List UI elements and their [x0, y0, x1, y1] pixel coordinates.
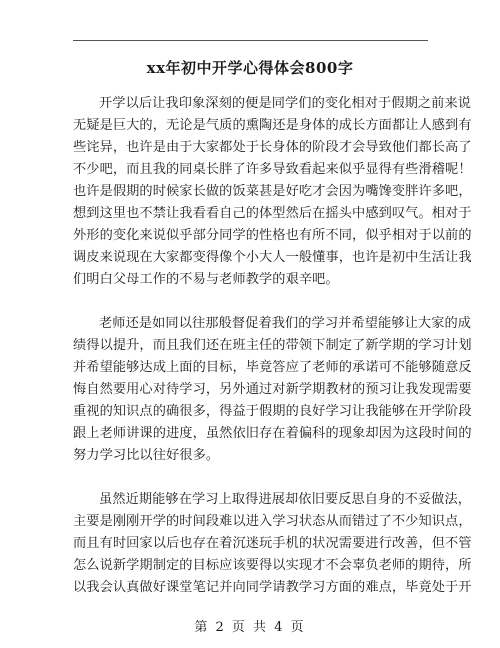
paragraph-2-line-3: 并希望能够达成上面的目标，毕竟答应了老师的承诺可不能够随意反: [73, 360, 472, 375]
paragraph-gap: [73, 291, 428, 313]
paragraph-2-line-2: 绩得以提升，而且我们还在班主任的带领下制定了新学期的学习计划: [73, 338, 472, 353]
paragraph-2-line-6: 跟上老师讲课的进度，虽然依旧存在着偏科的现象却因为这段时间的: [73, 426, 472, 441]
paragraph-1-line-9: 们明白父母工作的不易与老师教学的艰辛吧。: [73, 272, 339, 287]
document-body: [73, 93, 472, 599]
paragraph-3-line-3: 而且有时回家以后也存在着沉迷玩手机的状况需要进行改善，但不管: [73, 536, 472, 551]
paragraph-1-line-3: 些诧异，也许是由于大家都处于长身体的阶段才会导致他们都长高了: [73, 140, 472, 155]
paragraph-3-line-5: 以我会认真做好课堂笔记并向同学请教学习方面的难点，毕竟处于开: [73, 580, 472, 595]
paragraph-1-line-5: 也许是假期的时候家长做的饭菜甚是好吃才会因为嘴馋变胖许多吧，: [73, 184, 472, 199]
header-rule: [73, 40, 428, 41]
paragraph-1-line-8: 调皮来说现在大家都变得像个小大人一般懂事，也许是初中生活让我: [73, 250, 472, 265]
paragraph-1-line-2: 无疑是巨大的，无论是气质的熏陶还是身体的成长方面都让人感到有: [73, 118, 472, 133]
document-title: xx年初中开学心得体会800字: [146, 59, 354, 77]
paragraph-3-line-2: 主要是刚刚开学的时间段难以进入学习状态从而错过了不少知识点，: [73, 514, 472, 529]
paragraph-3-line-1: 虽然近期能够在学习上取得进展却依旧要反思自身的不妥做法，: [99, 492, 472, 507]
paragraph-2-line-1: 老师还是如同以往那般督促着我们的学习并希望能够让大家的成: [99, 316, 472, 331]
paragraph-1-line-1: 开学以后让我印象深刻的便是同学们的变化相对于假期之前来说: [99, 96, 472, 111]
page-number-footer: 第 2 页 共 4 页: [194, 620, 306, 635]
paragraph-2-line-4: 悔自然要用心对待学习，另外通过对新学期教材的预习让我发现需要: [73, 382, 472, 397]
paragraph-gap: [73, 467, 428, 489]
paragraph-1-line-6: 想到这里也不禁让我看看自己的体型然后在摇头中感到叹气。相对于: [73, 206, 472, 221]
paragraph-1-line-4: 不少吧，而且我的同桌长胖了许多导致看起来似乎显得有些滑稽呢！: [73, 162, 472, 177]
paragraph-1-line-7: 外形的变化来说似乎部分同学的性格也有所不同，似乎相对于以前的: [73, 228, 472, 243]
paragraph-3-line-4: 怎么说新学期制定的目标应该要得以实现才不会辜负老师的期待，所: [73, 558, 472, 573]
paragraph-2-line-5: 重视的知识点的确很多，得益于假期的良好学习让我能够在开学阶段: [73, 404, 472, 419]
paragraph-2-line-7: 努力学习比以往好很多。: [73, 448, 220, 463]
